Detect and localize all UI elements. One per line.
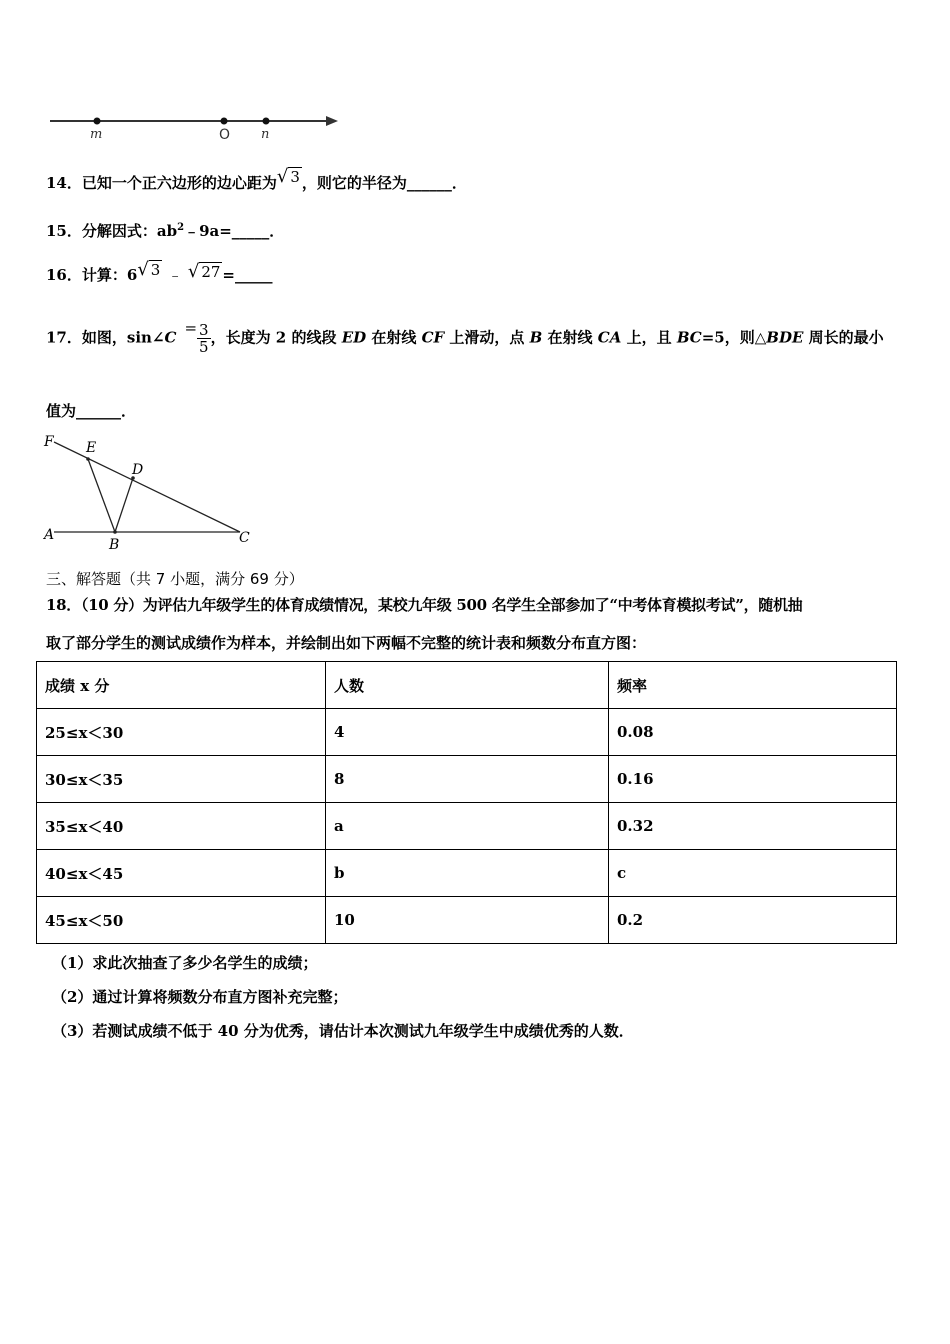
number-line-figure (40, 105, 360, 150)
table-row: 35≤x＜40 a 0.32 (37, 803, 897, 850)
triangle-figure (40, 430, 270, 555)
segment-bd (115, 478, 133, 532)
q16-minus: ﹣ (167, 266, 183, 284)
label-e: E (86, 440, 97, 456)
sqrt-3: √ 3 (276, 166, 300, 187)
sub-question-3: （3）若测试成绩不低于 40 分为优秀，请估计本次测试九年级学生中成绩优秀的人数． (52, 1022, 634, 1040)
point-o (221, 118, 228, 125)
q15-suffix: ﹣9a=_____． (184, 222, 285, 240)
question-17: 17．如图，sin∠C= $\frac{3}{5}$ ，长度为 2 的线段 ED 在射线 CF 上滑动，点 B 在射线 CA 上，且 BC=5，则△BDE 周长的最小 (46, 318, 884, 356)
label-c: C (239, 530, 250, 546)
point-n (263, 118, 270, 125)
ray-cf (54, 442, 240, 532)
question-18-line2: 取了部分学生的测试成绩作为样本，并绘制出如下两幅不完整的统计表和频数分布直方图： (46, 634, 647, 652)
table-header-row (37, 662, 897, 709)
label-n: n (261, 127, 270, 142)
q15-prefix: 15．分解因式：ab (46, 222, 178, 240)
sub-question-2: （2）通过计算将频数分布直方图补充完整； (52, 988, 348, 1006)
sqrt-27: √ 27 (187, 261, 221, 282)
sub-question-1: （1）求此次抽查了多少名学生的成绩； (52, 954, 318, 972)
section-3-title: 三、解答题（共 7 小题，满分 69 分） (46, 570, 304, 588)
label-m: m (90, 127, 103, 142)
question-15 (46, 220, 284, 241)
question-16 (46, 259, 273, 285)
question-14 (46, 166, 467, 193)
label-o: O (219, 127, 231, 143)
question-18-line1: 18．（10 分）为评估九年级学生的体育成绩情况，某校九年级 500 名学生全部参加了“中考体育模拟考试”，随机抽 (46, 596, 803, 614)
q14-suffix: ，则它的半径为______． (301, 174, 467, 192)
table-row: 45≤x＜50 10 0.2 (37, 897, 897, 944)
table-row: 40≤x＜45 b c (37, 850, 897, 897)
q14-prefix: 14．已知一个正六边形的边心距为 (46, 174, 277, 192)
q15-exponent: 2 (177, 222, 185, 233)
question-17-line2: 值为______． (46, 402, 137, 420)
point-e (86, 457, 90, 461)
q16-prefix: 16．计算：6 (46, 266, 138, 284)
label-d: D (132, 462, 144, 478)
header-frequency: 频率 (609, 662, 897, 709)
table-row: 30≤x＜35 8 0.16 (37, 756, 897, 803)
point-m (94, 118, 101, 125)
arrow-icon (326, 116, 338, 126)
label-f: F (44, 434, 54, 450)
fraction-3-5: $\frac{3}{5}$ (199, 321, 209, 356)
header-score: 成绩 x 分 (37, 662, 326, 709)
q16-suffix: =_____ (222, 266, 273, 284)
header-count: 人数 (326, 662, 609, 709)
table-row: 25≤x＜30 4 0.08 (37, 709, 897, 756)
label-a: A (44, 527, 55, 543)
label-b: B (109, 537, 120, 553)
q17-prefix: 17．如图，sin∠ (46, 328, 165, 347)
point-b (113, 530, 117, 534)
stats-table (36, 661, 897, 944)
sqrt-3: √ 3 (137, 259, 161, 280)
